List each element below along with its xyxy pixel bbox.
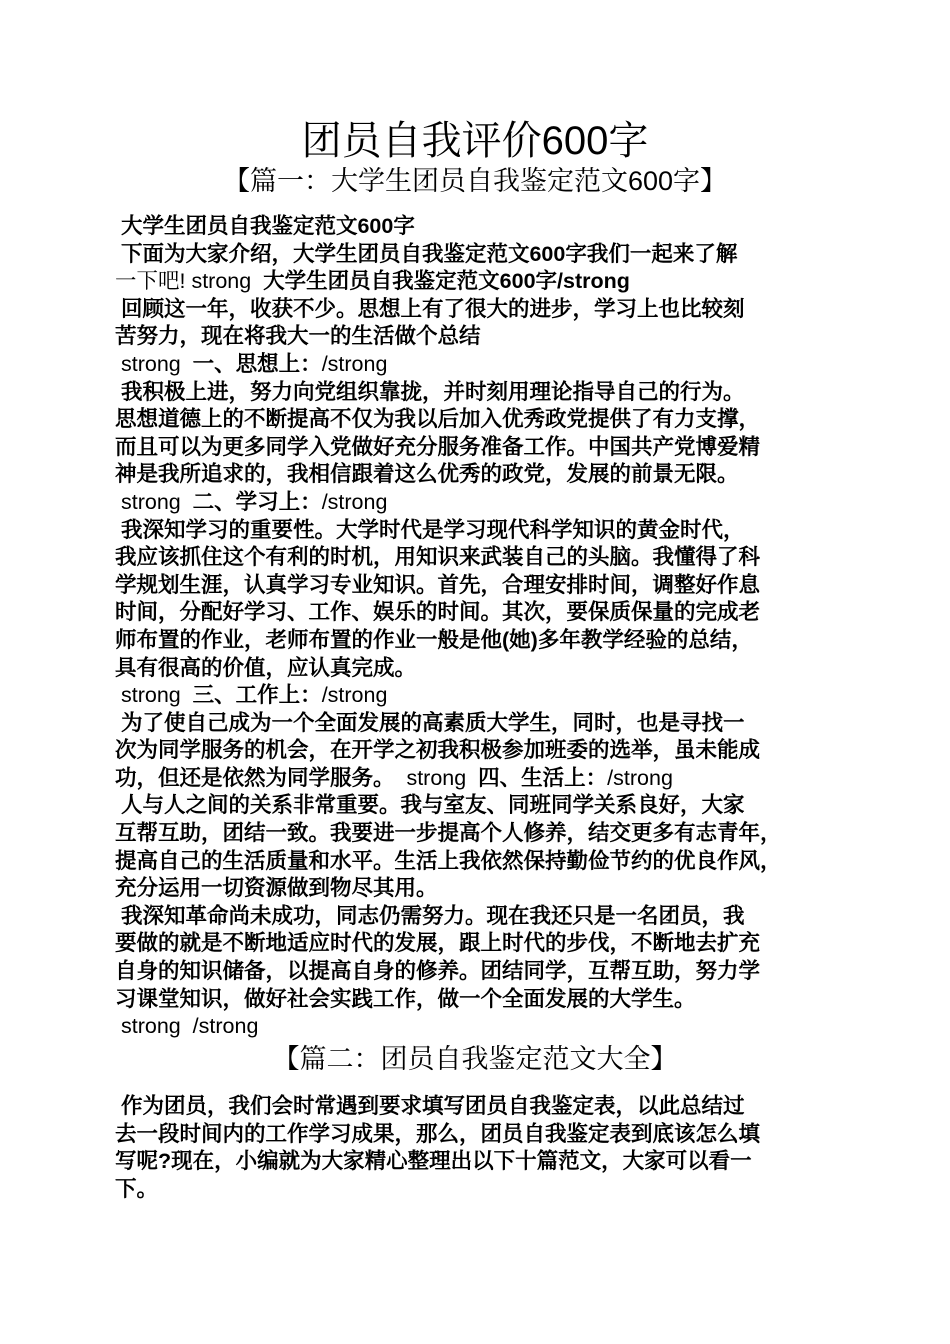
text-fragment: 一下吧!: [115, 269, 192, 294]
strong-tag-text: strong: [115, 351, 181, 376]
text-line: 要做的就是不断地适应时代的发展，跟上时代的步伐，不断地去扩充: [115, 931, 761, 956]
text-line: 我积极上进，努力向党组织靠拢，并时刻用理论指导自己的行为。: [115, 379, 745, 404]
section-2-body: [115, 1093, 855, 1203]
text-line: 提高自己的生活质量和水平。生活上我依然保持勤俭节约的优良作风，: [115, 848, 782, 873]
strong-tag-text: strong: [115, 683, 181, 708]
text-line: 习课堂知识，做好社会实践工作，做一个全面发展的大学生。: [115, 986, 696, 1011]
strong-tag-text: /strong: [321, 683, 388, 708]
text-line: 而且可以为更多同学入党做好充分服务准备工作。中国共产党博爱精: [115, 434, 761, 459]
subheading-line: [115, 351, 855, 379]
text-line: 人与人之间的关系非常重要。我与室友、同班同学关系良好，大家: [115, 793, 745, 818]
text-line: 我应该抓住这个有利的时机，用知识来武装自己的头脑。我懂得了科: [115, 545, 761, 570]
text-line: 写呢?现在，小编就为大家精心整理出以下十篇范文，大家可以看一: [115, 1149, 752, 1174]
text-line: 我深知革命尚未成功，同志仍需努力。现在我还只是一名团员，我: [115, 903, 745, 928]
strong-tag-text: /strong: [607, 765, 673, 790]
text-line: 神是我所追求的，我相信跟着这么优秀的政党，发展的前景无限。: [115, 462, 739, 487]
text-line: 师布置的作业，老师布置的作业一般是他(她)多年教学经验的总结，: [115, 627, 753, 652]
text-line: 下。: [115, 1176, 159, 1201]
text-line: 大学生团员自我鉴定范文600字: [115, 214, 415, 238]
subheading-line: [115, 489, 855, 517]
text-line: [115, 268, 855, 296]
text-line: 为了使自己成为一个全面发展的高素质大学生，同时，也是寻找一: [115, 710, 745, 735]
text-line: 充分运用一切资源做到物尽其用。: [115, 876, 438, 901]
text-line: 苦努力，现在将我大一的生活做个总结: [115, 324, 481, 349]
section-1-body: [115, 213, 855, 1041]
text-line: 下面为大家介绍，大学生团员自我鉴定范文600字我们一起来了解: [115, 241, 738, 266]
text-line: [115, 765, 855, 793]
section-1-heading: 【篇一：大学生团员自我鉴定范文600字】: [222, 166, 728, 196]
text-line: 学规划生涯，认真学习专业知识。首先，合理安排时间，调整好作息: [115, 572, 761, 597]
text-line: 时间，分配好学习、工作、娱乐的时间。其次，要保质保量的完成老: [115, 600, 761, 625]
text-line: 我深知学习的重要性。大学时代是学习现代科学知识的黄金时代，: [115, 517, 745, 542]
strong-tag-text: /strong: [321, 351, 388, 376]
subheading-text: 一、思想上：: [180, 351, 322, 376]
subheading-line: [115, 682, 855, 710]
strong-tag-text: strong: [394, 765, 467, 790]
text-line: 作为团员，我们会时常遇到要求填写团员自我鉴定表，以此总结过: [115, 1094, 745, 1118]
text-line: 回顾这一年，收获不少。思想上有了很大的进步，学习上也比较刻: [115, 296, 745, 321]
subheading-text: 四、生活上：: [466, 765, 608, 790]
strong-tag-text: /strong: [321, 489, 388, 514]
text-line: 思想道德上的不断提高不仅为我以后加入优秀政党提供了有力支撑，: [115, 407, 761, 432]
subheading-text: 二、学习上：: [180, 489, 322, 514]
text-line: 自身的知识储备，以提高自身的修养。团结同学，互帮互助，努力学: [115, 959, 761, 984]
text-line: 具有很高的价值，应认真完成。: [115, 655, 417, 680]
subheading-text: 三、工作上：: [180, 683, 322, 708]
strong-tag-text: strong: [115, 489, 181, 514]
text-line: 次为同学服务的机会，在开学之初我积极参加班委的选举，虽未能成: [115, 738, 761, 763]
document-title: 团员自我评价600字: [301, 119, 649, 163]
text-fragment: 大学生团员自我鉴定范文600字/strong: [251, 269, 630, 294]
text-line: 去一段时间内的工作学习成果，那么，团员自我鉴定表到底该怎么填: [115, 1121, 761, 1146]
strong-tag-text: strong: [191, 269, 252, 294]
text-fragment: 功，但还是依然为同学服务。: [115, 765, 395, 790]
section-2-heading: 【篇二：团员自我鉴定范文大全】: [272, 1044, 678, 1074]
strong-tag-line: strong /strong: [115, 1014, 259, 1039]
text-line: 互帮互助，团结一致。我要进一步提高个人修养，结交更多有志青年，: [115, 821, 782, 846]
